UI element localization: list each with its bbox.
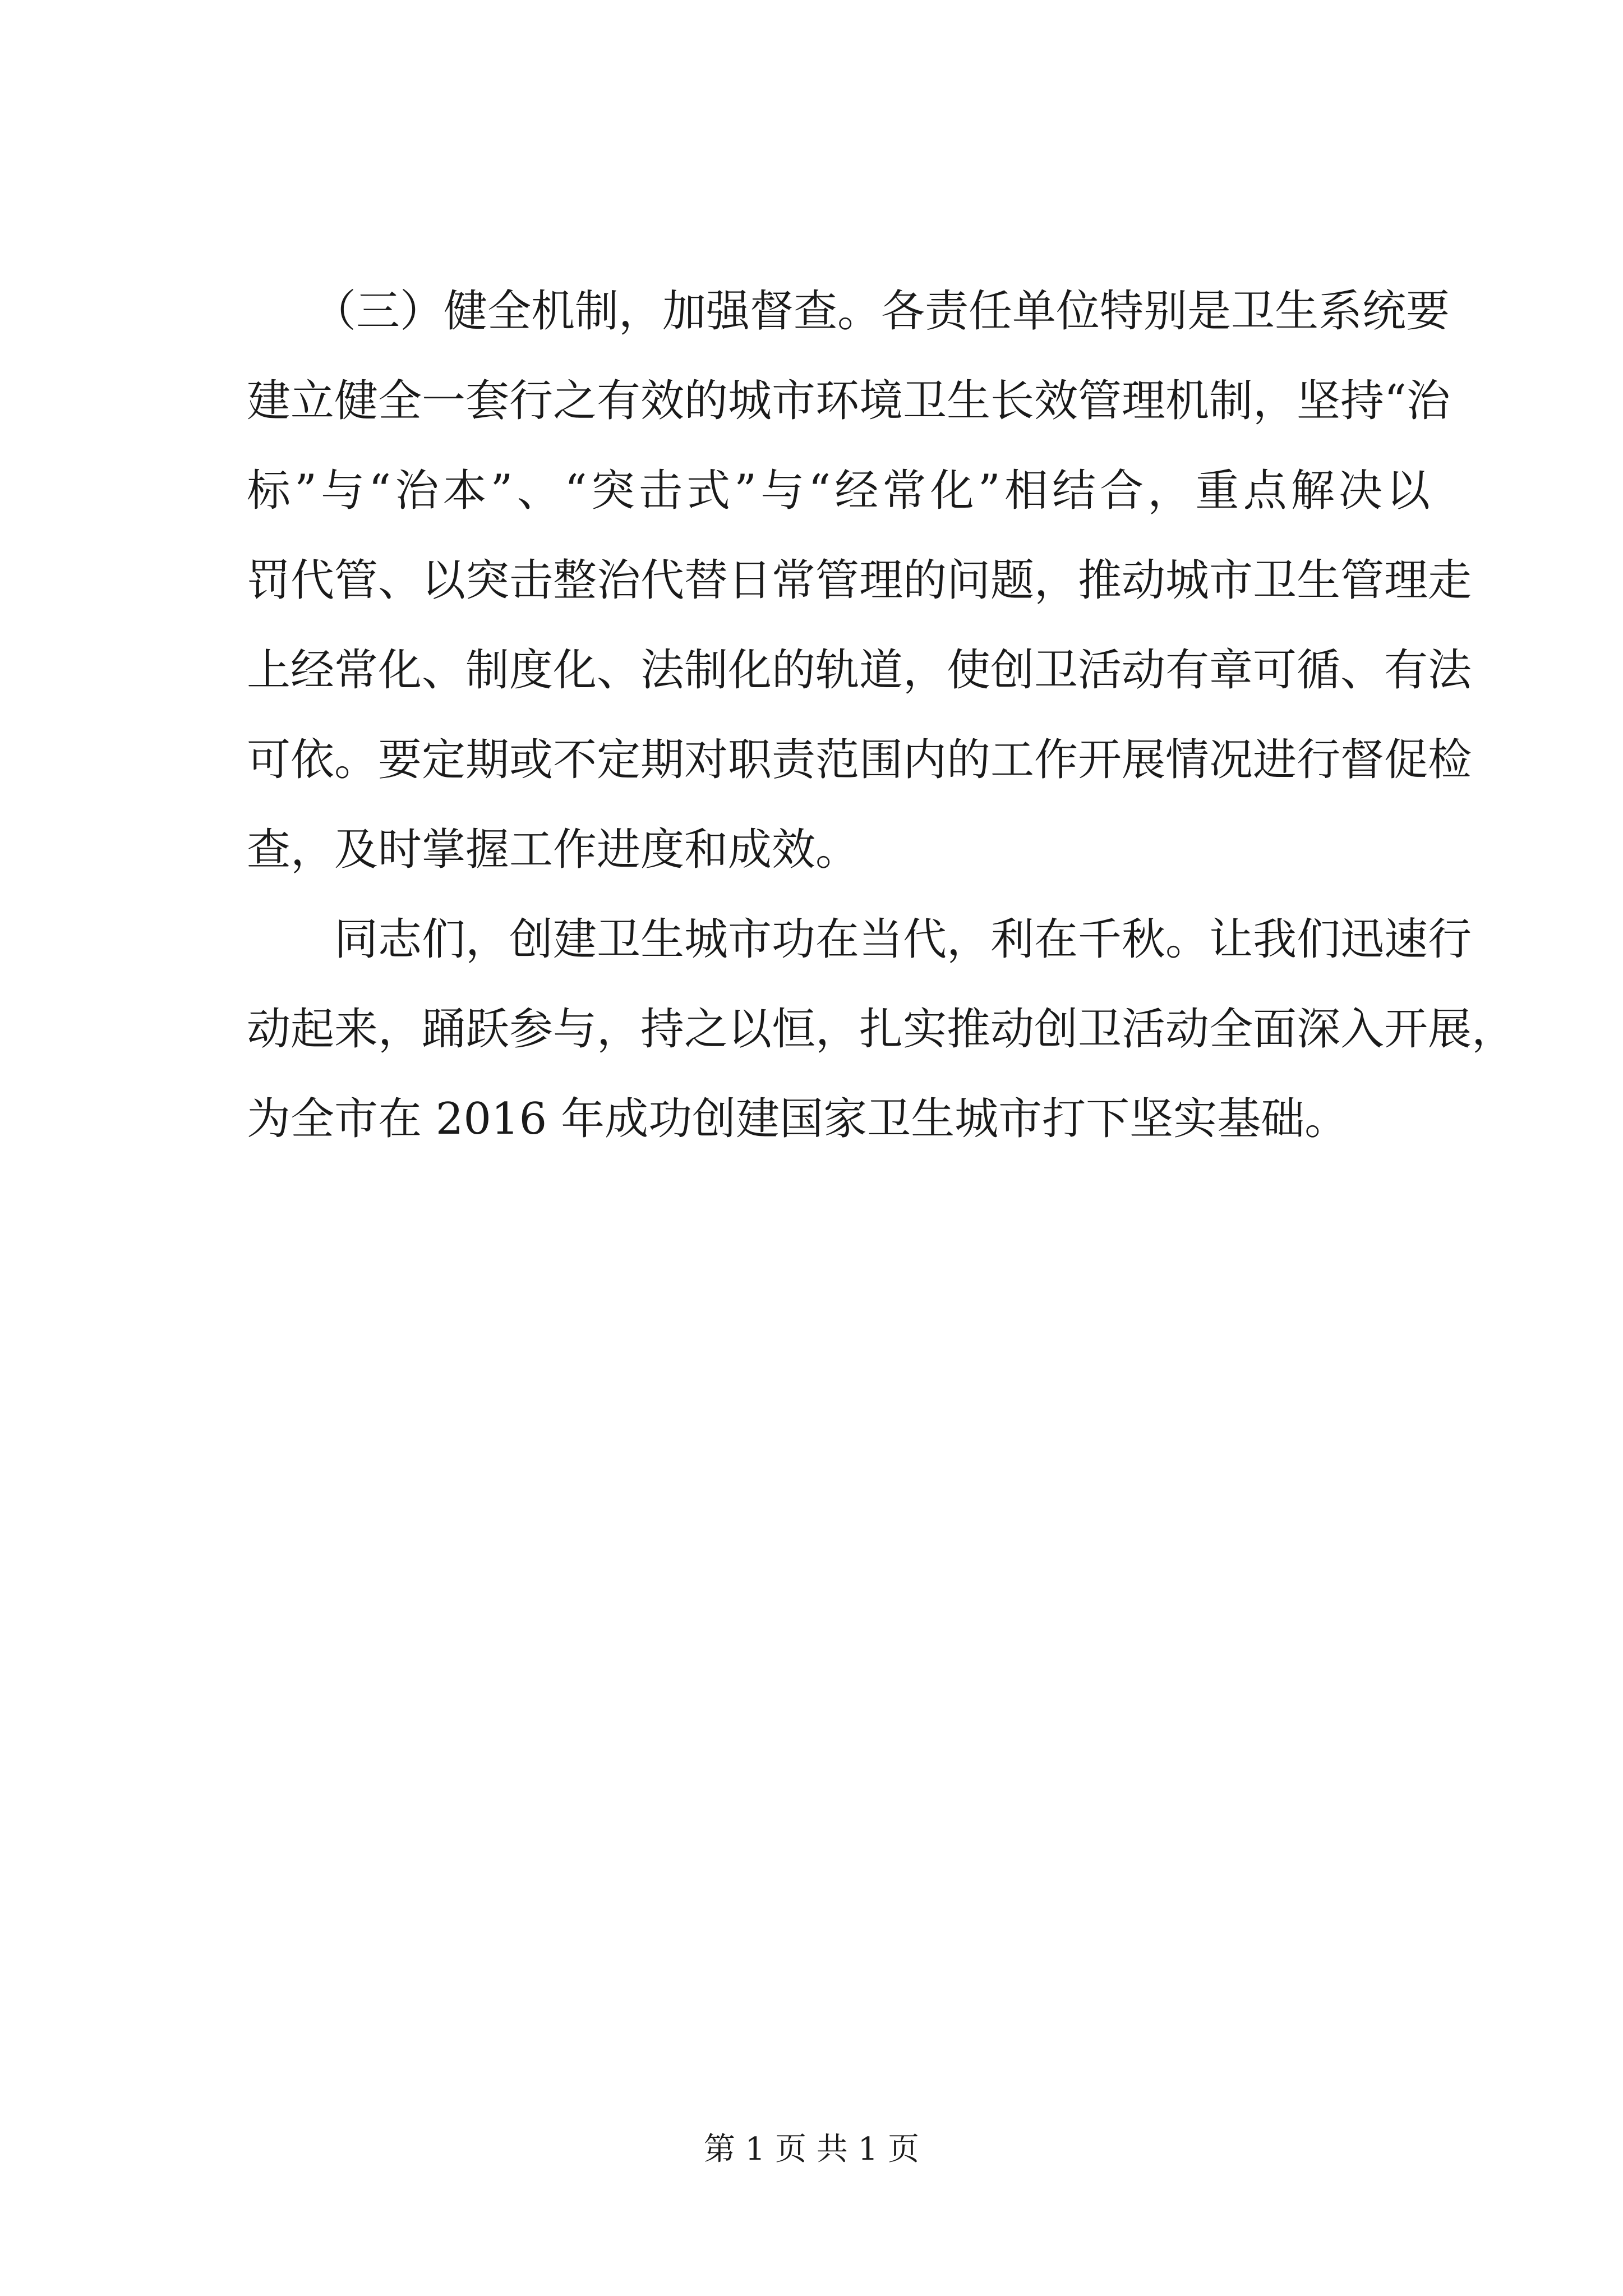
text-line: 同志们，创建卫生城市功在当代，利在千秋。让我们迅速行 (247, 914, 1472, 965)
text-line: （三）健全机制，加强督查。各责任单位特别是卫生系统要 (247, 286, 1450, 337)
text-line: 建立健全一套行之有效的城市环境卫生长效管理机制，坚持“治 (247, 376, 1450, 426)
page-footer: 第 1 页 共 1 页 (703, 2131, 920, 2168)
text-line: 为全市在 2016 年成功创建国家卫生城市打下坚实基础。 (247, 1094, 1349, 1144)
text-line: 查，及时掌握工作进度和成效。 (247, 825, 860, 875)
text-line: 可依。要定期或不定期对职责范围内的工作开展情况进行督促检 (247, 735, 1472, 785)
text-line: 罚代管、以突击整治代替日常管理的问题，推动城市卫生管理走 (247, 555, 1472, 606)
text-line: 动起来，踊跃参与，持之以恒，扎实推动创卫活动全面深入开展， (247, 1004, 1516, 1055)
document-body (247, 266, 1516, 1164)
text-line: 上经常化、制度化、法制化的轨道，使创卫活动有章可循、有法 (247, 645, 1472, 696)
text-line: 标”与“治本”、“突击式”与“经常化”相结合，重点解决以 (247, 466, 1430, 516)
